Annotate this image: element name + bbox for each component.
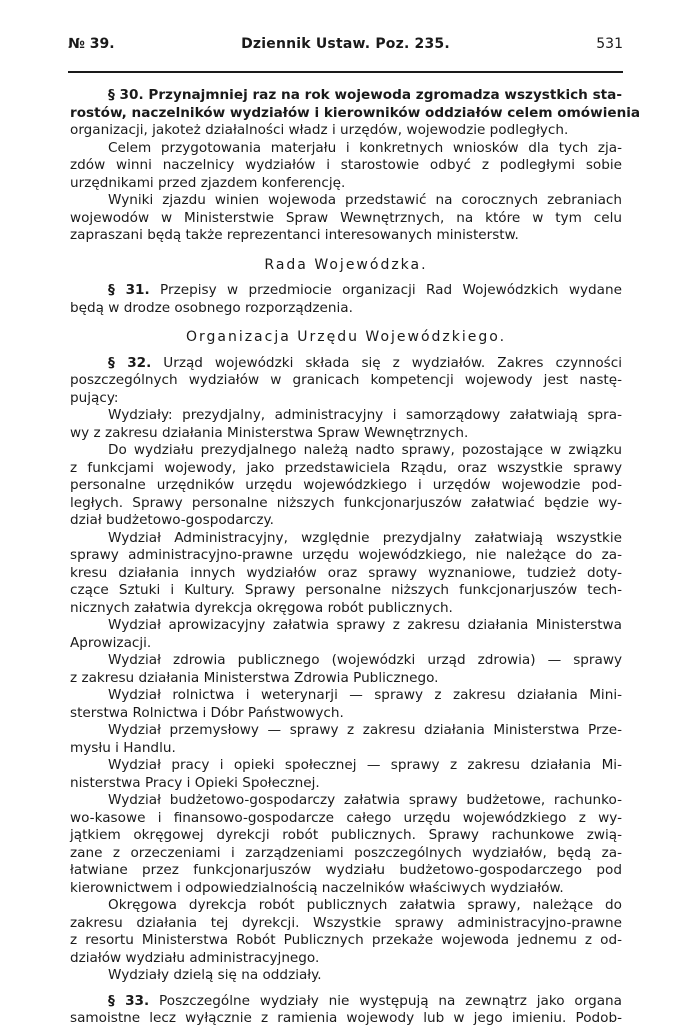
spacer — [70, 317, 622, 329]
text-line: rostów, naczelników wydziałów i kierowników oddziałów celem omówienia — [70, 104, 641, 121]
text-line: Wydział Administracyjny, względnie prezydjalny załatwiają wszystkie — [108, 529, 622, 546]
text-line: Okręgowa dyrekcja robót publicznych załatwia sprawy, należące do — [108, 897, 622, 913]
spacer — [70, 347, 622, 355]
text-line: kresu działania innych wydziałów oraz sprawy wyznaniowe, tudzież doty- — [70, 564, 622, 581]
section-mark: § 32. — [108, 354, 152, 371]
text-line: § 32. Urząd wojewódzki składa się z wydziałów. Zakres czynności — [108, 354, 622, 371]
text-line: § 33. Poszczególne wydziały nie występują na zewnątrz jako organa — [108, 992, 622, 1009]
text-line: z resortu Ministerstwa Robót Publicznych przekaże wojewoda jednemu z od- — [70, 932, 622, 948]
section-32 — [70, 355, 622, 985]
text-line: ległych. Sprawy personalne niższych funkcjonarjuszów załatwiać będzie wy- — [70, 494, 622, 511]
text-line: poszczególnych wydziałów w granicach kompetencji wojewody jest nastę- — [70, 372, 622, 388]
heading-organizacja-urzedu: Organizacja Urzędu Wojewódzkiego. — [185, 329, 507, 345]
text-line: Wydziały: prezydjalny, administracyjny i samorządowy załatwiają spra- — [108, 407, 622, 423]
section-mark: § 33. — [108, 992, 150, 1009]
text-line: łatwiane przez funkcjonarjuszów wydziału budżetowo-gospodarczego pod — [70, 862, 622, 878]
spacer — [70, 985, 622, 993]
issue-number: № 39. — [68, 36, 115, 52]
text-line: urzędnikami przed zjazdem konferencję. — [70, 174, 346, 191]
text-line: samoistne lecz wyłącznie z ramienia wojewody lub w jego imieniu. Podob- — [70, 1010, 622, 1026]
text-line: kierownictwem i odpowiedzialnością naczelników właściwych wydziałów. — [70, 879, 564, 896]
spacer — [70, 245, 622, 257]
text-line: Wydział przemysłowy — sprawy z zakresu działania Ministerstwa Prze- — [108, 722, 622, 738]
heading-rada-wojewodzka: Rada Wojewódzka. — [264, 256, 428, 273]
text-line: będą w drodze osobnego rozporządzenia. — [70, 299, 353, 316]
text-line: z funkcjami wojewody, jako przedstawiciela Rządu, oraz wszystkie sprawy — [70, 459, 622, 476]
text-line: sprawy administracyjno-prawne urzędu wojewódzkiego, nie należące do za- — [70, 547, 622, 563]
text-line: organizacji, jakoteż działalności władz i urzędów, wojewodzie podległych. — [70, 122, 569, 138]
text-line: Do wydziału prezydjalnego należą nadto sprawy, pozostające w związku — [108, 442, 622, 458]
page-number: 531 — [596, 36, 623, 52]
text-line: Aprowizacji. — [70, 634, 152, 651]
text-line: zdów winni naczelnicy wydziałów i starostowie odbyć z podległymi sobie — [70, 157, 622, 173]
section-30 — [70, 87, 641, 245]
text-line: personalne urzędników urzędu wojewódzkiego i urzędów wojewodzie pod- — [70, 477, 622, 493]
header-rule — [68, 71, 623, 73]
text-line: czące Sztuki i Kultury. Sprawy personalne niższych funkcjonarjuszów tech- — [70, 582, 622, 598]
text-line: wy z zakresu działania Ministerstwa Spraw Wewnętrznych. — [70, 424, 469, 441]
text-line: § 31. Przepisy w przedmiocie organizacji Rad Wojewódzkich wydane — [108, 282, 622, 298]
text-line: wo-kasowe i finansowo-gospodarcze całego urzędu wojewódzkiego z wy- — [70, 809, 622, 826]
page-header — [68, 36, 623, 56]
text-line: Wydział budżetowo-gospodarczy załatwia sprawy budżetowe, rachunko- — [108, 792, 622, 808]
text-line: dział budżetowo-gospodarczy. — [70, 512, 274, 528]
text-line: zapraszani będą także reprezentanci interesowanych ministerstw. — [70, 227, 519, 243]
section-33 — [70, 993, 622, 1028]
text-line: Wyniki zjazdu winien wojewoda przedstawić na corocznych zebraniach — [108, 192, 622, 208]
text-line: Wydziały dzielą się na oddziały. — [108, 967, 322, 983]
text-line: nisterstwa Pracy i Opieki Społecznej. — [70, 774, 320, 791]
section-mark: § 30. — [108, 87, 144, 103]
text-line: Wydział aprowizacyjny załatwia sprawy z zakresu działania Ministerstwa — [108, 617, 622, 633]
text-line: działów wydziału administracyjnego. — [70, 949, 320, 966]
section-31 — [70, 282, 622, 317]
text-line: sterstwa Rolnictwa i Dóbr Państwowych. — [70, 704, 344, 721]
text-line: Wydział pracy i opieki społecznej — sprawy z zakresu działania Mi- — [108, 757, 622, 773]
spacer — [70, 274, 622, 282]
text-line: zane z orzeczeniami i zarządzeniami poszczególnych wydziałów, będą za- — [70, 844, 622, 861]
text-line: pujący: — [70, 389, 119, 406]
text-line: mysłu i Handlu. — [70, 739, 176, 756]
text-line: Wydział zdrowia publicznego (wojewódzki urząd zdrowia) — sprawy — [108, 652, 622, 668]
text-line: Wydział rolnictwa i weterynarji — sprawy z zakresu działania Mini- — [108, 687, 622, 703]
text-line: § 30. Przynajmniej raz na rok wojewoda zgromadza wszystkich sta- — [108, 87, 622, 103]
section-mark: § 31. — [108, 282, 150, 298]
text-line: Celem przygotowania materjału i konkretnych wniosków dla tych zja- — [108, 139, 622, 156]
text-line: wojewodów w Ministerstwie Spraw Wewnętrznych, na które w tym celu — [70, 209, 622, 226]
document-body — [70, 87, 641, 1028]
text-line: z zakresu działania Ministerstwa Zdrowia Publicznego. — [70, 669, 439, 686]
text-line: jątkiem okręgowej dyrekcji robót publicznych. Sprawy rachunkowe zwią- — [70, 827, 622, 843]
journal-title: Dziennik Ustaw. Poz. 235. — [241, 36, 450, 52]
text-line: nicznych załatwia dyrekcja okręgowa robót publicznych. — [70, 599, 453, 616]
text-line: zakresu działania tej dyrekcji. Wszystkie sprawy administracyjno-prawne — [70, 914, 622, 931]
